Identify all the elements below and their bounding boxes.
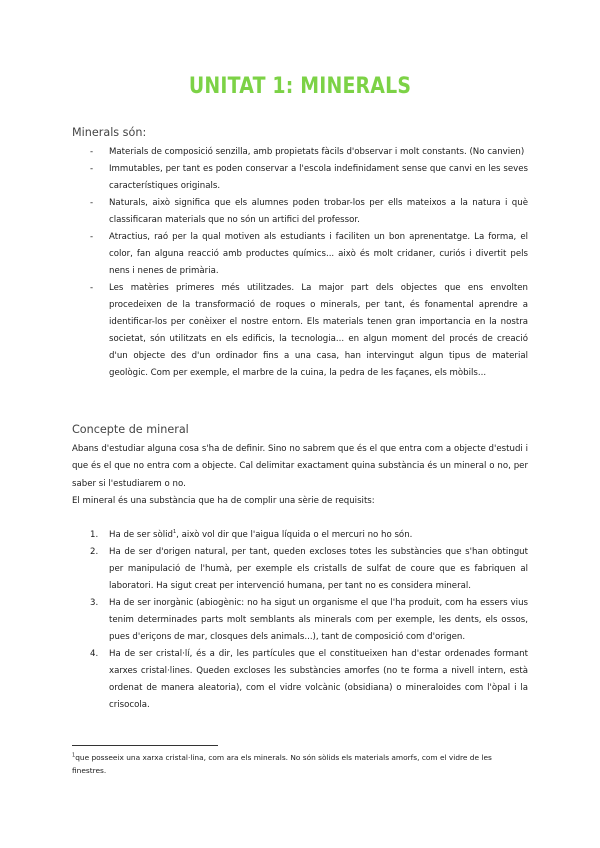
page-title: UNITAT 1: MINERALS xyxy=(188,74,412,99)
footnote-marker: 1 xyxy=(72,752,76,759)
item-number: 2. xyxy=(90,547,99,557)
list-item-text: Les matèries primeres més utilitzades. La major part dels objectes que ens envolten procedeixen de la transformació de roques o minerals, per tant, és fonamental aprendre a identificar-los per conèixer el nostre entorn. Els materials tenen gran importancia en la nostra societat, són utilitzats en els edificis, la tecnologia... en algun moment del procés de creació d'un objecte des d'un ordinador fins a una casa, han intervingut algun tipus de material geològic. Com per exemple, el marbre de la cuina, la pedra de les façanes, els mòbils... xyxy=(109,283,528,378)
footnote-separator xyxy=(72,745,218,746)
bullet-dash: - xyxy=(90,147,94,157)
list-item-text: Immutables, per tant es poden conservar a l'escola indefinidament sense que canvi en les seves característiques originals. xyxy=(109,164,528,191)
list-item xyxy=(72,229,528,280)
section-heading-concept: Concepte de mineral xyxy=(72,423,189,436)
list-item-text: Atractius, raó per la qual motiven als estudiants i faciliten un bon aprenentatge. La forma, el color, fan alguna reacció amb productes químics... això és molt cridaner, curiós i divertit pels nens i nenes de primària. xyxy=(109,232,528,276)
requirements-numbered-list xyxy=(72,527,528,714)
list-item-text: Ha de ser cristal·lí, és a dir, les partícules que el constitueixen han d'estar ordenades formant xarxes cristal·lines. Queden excloses les substàncies amorfes (no te forma a nivell intern, està ordenat de manera aleatoria), com el vidre volcànic (obsidiana) o mineraloides com l'òpal i la crisocola. xyxy=(109,649,528,710)
list-item-text: Ha de ser inorgànic (abiogènic: no ha sigut un organisme el que l'ha produit, com ha essers vius tenim determinades parts molt semblants als minerals com per exemple, les dents, els ossos, pues d'eriçons de mar, closques dels animals...), tant de composició com d'origen. xyxy=(109,598,528,642)
list-item-text: Naturals, això significa que els alumnes poden trobar-los per ells mateixos a la natura i què classificaran materials que no són un artifici del professor. xyxy=(109,198,528,225)
list-item xyxy=(72,161,528,195)
footnote-text: que posseeix una xarxa cristal·lina, com ara els minerals. No són sòlids els materials amorfs, com el vidre de les finestres. xyxy=(72,753,492,775)
item-number: 1. xyxy=(90,530,99,540)
list-item-text: , això vol dir que l'aigua líquida o el mercuri no ho són. xyxy=(176,530,413,540)
bullet-dash: - xyxy=(90,198,94,208)
minerals-bullet-list xyxy=(72,144,528,382)
list-item xyxy=(72,544,528,595)
section-heading-minerals: Minerals són: xyxy=(72,126,147,139)
list-item xyxy=(72,646,528,714)
list-item xyxy=(72,144,528,161)
bullet-dash: - xyxy=(90,164,94,174)
list-item xyxy=(72,280,528,382)
list-item xyxy=(72,595,528,646)
concept-intro-paragraph: Abans d'estudiar alguna cosa s'ha de definir. Sino no sabrem que és el que entra com a objecte d'estudi i que és el que no entra com a objecte. Cal delimitar exactament quina substància és un mineral o no, per saber si l'estudiarem o no. xyxy=(72,444,528,489)
bullet-dash: - xyxy=(90,283,94,293)
list-item xyxy=(72,527,528,544)
item-number: 3. xyxy=(90,598,99,608)
footnote-ref: 1 xyxy=(172,529,177,536)
footnote xyxy=(72,751,528,777)
list-item xyxy=(72,195,528,229)
list-item-text: Ha de ser d'origen natural, per tant, queden excloses totes les substàncies que s'han obtingut per manipulació de l'humà, per exemple els cristalls de sulfat de coure que es fabriquen al laboratori. Ha sigut creat per intervenció humana, per tant no es considera mineral. xyxy=(109,547,528,591)
list-item-text: Materials de composició senzilla, amb propietats fàcils d'observar i molt constants. (No canvien) xyxy=(109,147,525,157)
item-number: 4. xyxy=(90,649,99,659)
list-item-text: Ha de ser sòlid xyxy=(109,530,173,540)
bullet-dash: - xyxy=(90,232,94,242)
concept-requirements-paragraph: El mineral és una substància que ha de complir una sèrie de requisits: xyxy=(72,496,375,506)
